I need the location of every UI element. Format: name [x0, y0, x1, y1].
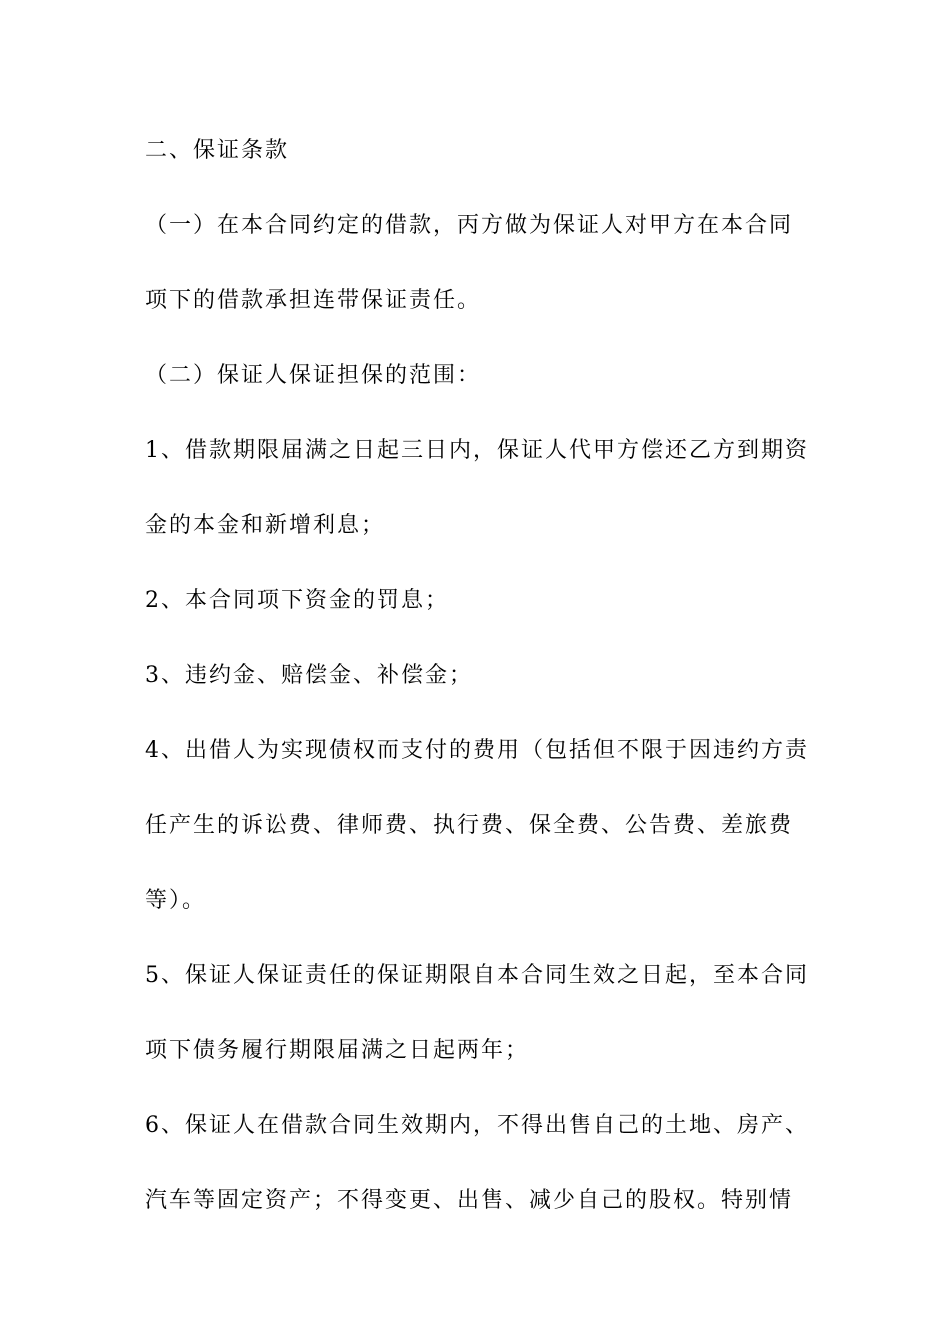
paragraph-line: 项下债务履行期限届满之日起两年； [145, 1038, 530, 1063]
paragraph-line: 2、本合同项下资金的罚息； [145, 588, 449, 613]
document-body [145, 131, 815, 1256]
paragraph-line: 等）。 [145, 888, 207, 913]
paragraph-line: （二）保证人保证担保的范围： [145, 363, 482, 388]
paragraph-line: （一）在本合同约定的借款，丙方做为保证人对甲方在本合同 [145, 213, 794, 238]
paragraph-line: 1、借款期限届满之日起三日内，保证人代甲方偿还乙方到期资 [145, 438, 809, 463]
paragraph-line: 3、违约金、赔偿金、补偿金； [145, 663, 473, 688]
paragraph-line: 5、保证人保证责任的保证期限自本合同生效之日起，至本合同 [145, 963, 809, 988]
section-heading: 二、保证条款 [145, 138, 290, 163]
paragraph-line: 6、保证人在借款合同生效期内，不得出售自己的土地、房产、 [145, 1113, 809, 1138]
paragraph-line: 汽车等固定资产；不得变更、出售、减少自己的股权。特别情 [145, 1188, 794, 1213]
paragraph-line: 4、出借人为实现债权而支付的费用（包括但不限于因违约方责 [145, 738, 809, 763]
paragraph-line: 金的本金和新增利息； [145, 513, 386, 538]
paragraph-line: 项下的借款承担连带保证责任。 [145, 288, 482, 313]
paragraph-line: 任产生的诉讼费、律师费、执行费、保全费、公告费、差旅费 [145, 813, 794, 838]
